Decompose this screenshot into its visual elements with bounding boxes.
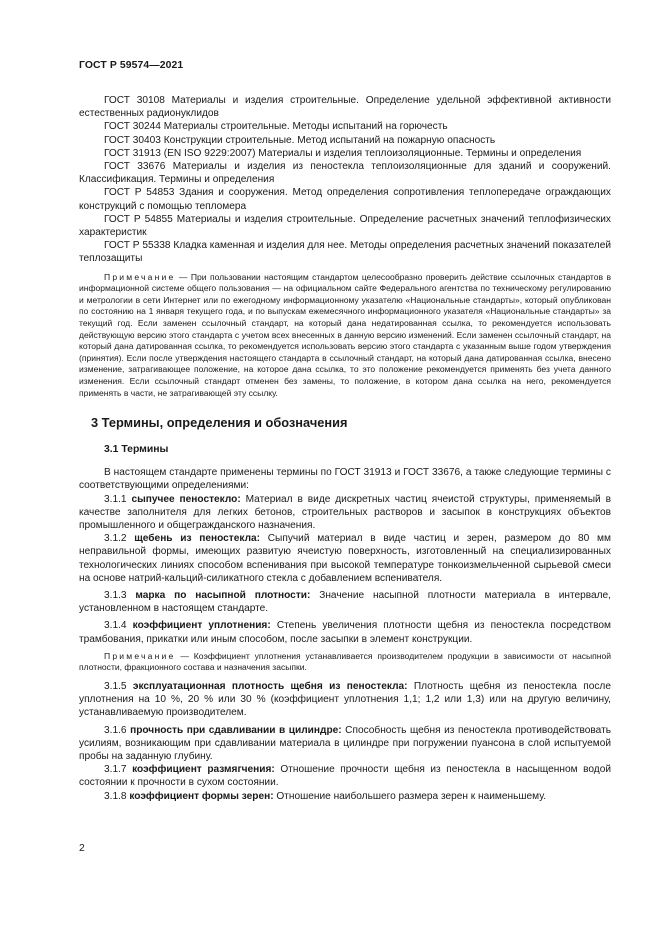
- term-number: 3.1.2: [104, 533, 127, 545]
- references-note: [79, 272, 611, 400]
- term-number: 3.1.8: [104, 790, 127, 802]
- term-name: сыпучее пеностекло:: [131, 493, 241, 505]
- term-number: 3.1.1: [104, 493, 127, 505]
- term-definition: [79, 680, 611, 720]
- note-text: — Коэффициент уплотнения устанавливается производителем продукции в зависимости от насыпной плотности, фракционного состава и назначения засыпки.: [79, 650, 611, 673]
- compaction-note: [79, 651, 611, 674]
- term-text: Материал в виде дискретных частиц ячеистой структуры, применяемый в качестве заполнителя для легких бетонов, строительных растворов и засыпок в конструкциях объектов промышленного и общегражданского назначения.: [79, 493, 611, 531]
- terms-intro: В настоящем стандарте применены термины по ГОСТ 31913 и ГОСТ 33676, а также следующие термины с соответствующими определениями:: [79, 467, 611, 492]
- document-page: [79, 0, 611, 935]
- term-definition: [79, 532, 611, 585]
- term-definition: [79, 589, 611, 615]
- term-definition: [79, 493, 611, 533]
- reference-item: ГОСТ Р 55338 Кладка каменная и изделия для нее. Методы определения расчетных значений показателей теплозащиты: [79, 240, 611, 265]
- term-number: 3.1.6: [104, 724, 127, 736]
- note-label: Примечание: [104, 271, 176, 282]
- term-number: 3.1.5: [104, 681, 127, 692]
- reference-item: ГОСТ 30244 Материалы строительные. Методы испытаний на горючесть: [104, 121, 448, 133]
- document-code-header: ГОСТ Р 59574—2021: [79, 60, 184, 71]
- term-definition: [79, 724, 611, 764]
- section-heading: 3 Термины, определения и обозначения: [91, 415, 348, 431]
- term-text: Отношение прочности щебня из пеностекла в насыщенном водой состоянии к прочности в сухом состоянии.: [79, 764, 611, 789]
- term-text: Значение насыпной плотности материала в интервале, установленном в настоящем стандарте.: [79, 590, 611, 615]
- term-name: коэффициент размягчения:: [132, 764, 275, 776]
- term-text: Сыпучий материал в виде частиц и зерен, размером до 80 мм неправильной формы, имеющих развитую ячеистую поверхность, изготовленный на специализированных технологических линиях способом вспенивания при высокой температуре тонкоизмельченной сырьевой смеси на основе натрий-кальций-силикатного стекла с добавлением вспенивателя.: [79, 533, 611, 584]
- reference-item: ГОСТ 31913 (EN ISO 9229:2007) Материалы и изделия теплоизоляционные. Термины и определения: [104, 147, 582, 159]
- term-name: марка по насыпной плотности:: [135, 590, 311, 601]
- term-definition: [79, 763, 611, 789]
- reference-item: ГОСТ Р 54853 Здания и сооружения. Метод определения сопротивления теплопередаче ограждающих конструкций с помощью тепломера: [79, 187, 611, 212]
- term-name: коэффициент уплотнения:: [132, 620, 271, 632]
- term-name: эксплуатационная плотность щебня из пеностекла:: [132, 681, 408, 692]
- reference-item: ГОСТ 30403 Конструкции строительные. Метод испытаний на пожарную опасность: [104, 134, 496, 146]
- reference-item: ГОСТ 30108 Материалы и изделия строительные. Определение удельной эффективной активности естественных радионуклидов: [79, 95, 611, 120]
- page-content: [79, 94, 611, 803]
- term-name: коэффициент формы зерен:: [129, 790, 274, 802]
- page-number: 2: [79, 843, 85, 854]
- reference-item: ГОСТ 33676 Материалы и изделия из пеностекла теплоизоляционные для зданий и сооружений. Классификация. Термины и определения: [79, 161, 611, 186]
- term-name: прочность при сдавливании в цилиндре:: [130, 724, 342, 736]
- term-number: 3.1.3: [104, 590, 127, 601]
- term-text: Плотность щебня из пеностекла после уплотнения на 10 %, 20 % или 30 % (коэффициент уплотнения 1,1; 1,2 или 1,3) или на другую величину, устанавливаемую производителем.: [79, 681, 611, 719]
- term-text: Способность щебня из пеностекла противодействовать усилиям, возникающим при сдавливании материала в цилиндре при погружении пуансона в слой испытуемой пробы на заданную глубину.: [79, 724, 611, 763]
- note-label: Примечание: [104, 650, 176, 661]
- term-number: 3.1.7: [104, 764, 127, 776]
- term-text: Степень увеличения плотности щебня из пеностекла посредством трамбования, прикатки или иным способом, после засыпки в элемент конструкции.: [79, 620, 611, 645]
- reference-item: ГОСТ Р 54855 Материалы и изделия строительные. Определение расчетных значений теплофизических характеристик: [79, 213, 611, 239]
- term-text: Отношение наибольшего размера зерен к наименьшему.: [273, 790, 547, 802]
- term-number: 3.1.4: [104, 620, 127, 632]
- term-definition: [79, 790, 611, 803]
- note-text: — При пользовании настоящим стандартом целесообразно проверить действие ссылочных стандартов в информационной системе общего пользования — на официальном сайте Федерального агентства по техническому регулированию и метрологии в сети Интернет или по ежегодному информационному указателю «Национальные стандарты», который опубликован по состоянию на 1 января текущего года, и по выпускам ежемесячного информационного указателя «Национальные стандарты» за текущий год. Если заменен ссылочный стандарт, на который дана недатированная ссылка, то рекомендуется использовать действующую версию этого стандарта с учетом всех внесенных в данную версию изменений. Если заменен ссылочный стандарт, на который дана датированная ссылка, то рекомендуется использовать версию этого стандарта с указанным выше годом утверждения (принятия). Если после утверждения настоящего стандарта в ссылочный стандарт, на который дана датированная ссылка, внесено изменение, затрагивающее положение, на которое дана ссылка, то это положение рекомендуется применять без учета данного изменения. Если ссылочный стандарт отменен без замены, то положение, в котором дана ссылка на него, рекомендуется применять в части, не затрагивающей эту ссылку.: [79, 271, 611, 398]
- term-name: щебень из пеностекла:: [134, 533, 261, 545]
- term-definition: [79, 619, 611, 645]
- subsection-heading: 3.1 Термины: [104, 444, 169, 456]
